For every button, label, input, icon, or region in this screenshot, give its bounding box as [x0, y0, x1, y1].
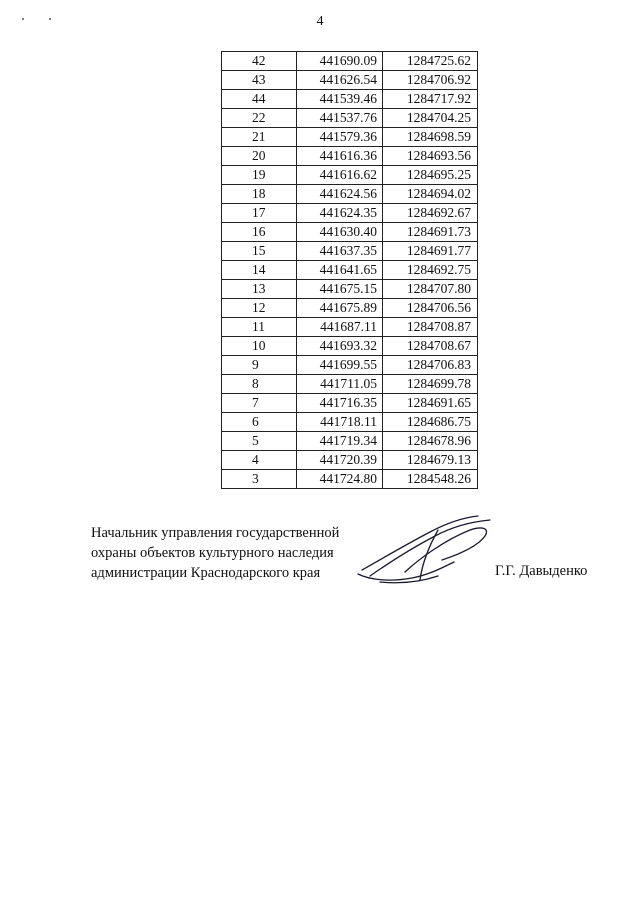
table-row [222, 451, 478, 470]
table-row [222, 375, 478, 394]
y-coordinate-cell: 1284717.92 [383, 90, 478, 109]
x-coordinate-cell: 441624.56 [297, 185, 383, 204]
x-coordinate-cell: 441630.40 [297, 223, 383, 242]
table-row [222, 318, 478, 337]
page-number: 4 [316, 14, 324, 29]
y-coordinate-cell: 1284692.67 [383, 204, 478, 223]
point-number-cell: 17 [222, 204, 297, 223]
x-coordinate-cell: 441711.05 [297, 375, 383, 394]
point-number-cell: 14 [222, 261, 297, 280]
point-number-cell: 5 [222, 432, 297, 451]
y-coordinate-cell: 1284691.65 [383, 394, 478, 413]
point-number-cell: 16 [222, 223, 297, 242]
x-coordinate-cell: 441537.76 [297, 109, 383, 128]
x-coordinate-cell: 441641.65 [297, 261, 383, 280]
coordinates-table-body [222, 52, 478, 489]
table-row [222, 470, 478, 489]
table-row [222, 52, 478, 71]
point-number-cell: 19 [222, 166, 297, 185]
x-coordinate-cell: 441720.39 [297, 451, 383, 470]
y-coordinate-cell: 1284686.75 [383, 413, 478, 432]
y-coordinate-cell: 1284708.67 [383, 337, 478, 356]
point-number-cell: 12 [222, 299, 297, 318]
point-number-cell: 7 [222, 394, 297, 413]
table-row [222, 337, 478, 356]
y-coordinate-cell: 1284707.80 [383, 280, 478, 299]
point-number-cell: 20 [222, 147, 297, 166]
table-row [222, 261, 478, 280]
table-row [222, 128, 478, 147]
x-coordinate-cell: 441716.35 [297, 394, 383, 413]
point-number-cell: 11 [222, 318, 297, 337]
point-number-cell: 3 [222, 470, 297, 489]
y-coordinate-cell: 1284691.73 [383, 223, 478, 242]
x-coordinate-cell: 441693.32 [297, 337, 383, 356]
y-coordinate-cell: 1284698.59 [383, 128, 478, 147]
table-row [222, 242, 478, 261]
x-coordinate-cell: 441724.80 [297, 470, 383, 489]
x-coordinate-cell: 441699.55 [297, 356, 383, 375]
x-coordinate-cell: 441637.35 [297, 242, 383, 261]
y-coordinate-cell: 1284694.02 [383, 185, 478, 204]
x-coordinate-cell: 441626.54 [297, 71, 383, 90]
x-coordinate-cell: 441616.36 [297, 147, 383, 166]
table-row [222, 432, 478, 451]
signatory-title-line-1: Начальник управления государственной [91, 525, 340, 541]
y-coordinate-cell: 1284692.75 [383, 261, 478, 280]
table-row [222, 185, 478, 204]
table-row [222, 356, 478, 375]
y-coordinate-cell: 1284706.92 [383, 71, 478, 90]
table-row [222, 280, 478, 299]
point-number-cell: 13 [222, 280, 297, 299]
handwritten-signature [350, 510, 500, 590]
y-coordinate-cell: 1284695.25 [383, 166, 478, 185]
x-coordinate-cell: 441690.09 [297, 52, 383, 71]
x-coordinate-cell: 441616.62 [297, 166, 383, 185]
y-coordinate-cell: 1284548.26 [383, 470, 478, 489]
point-number-cell: 42 [222, 52, 297, 71]
point-number-cell: 6 [222, 413, 297, 432]
coordinates-table [221, 51, 478, 489]
y-coordinate-cell: 1284678.96 [383, 432, 478, 451]
y-coordinate-cell: 1284699.78 [383, 375, 478, 394]
table-row [222, 90, 478, 109]
point-number-cell: 43 [222, 71, 297, 90]
point-number-cell: 15 [222, 242, 297, 261]
point-number-cell: 4 [222, 451, 297, 470]
y-coordinate-cell: 1284706.56 [383, 299, 478, 318]
table-row [222, 413, 478, 432]
y-coordinate-cell: 1284704.25 [383, 109, 478, 128]
x-coordinate-cell: 441719.34 [297, 432, 383, 451]
y-coordinate-cell: 1284693.56 [383, 147, 478, 166]
signer-name: Г.Г. Давыденко [495, 563, 588, 579]
x-coordinate-cell: 441718.11 [297, 413, 383, 432]
y-coordinate-cell: 1284691.77 [383, 242, 478, 261]
point-number-cell: 44 [222, 90, 297, 109]
table-row [222, 299, 478, 318]
signatory-title-line-2: охраны объектов культурного наследия [91, 545, 334, 561]
x-coordinate-cell: 441675.15 [297, 280, 383, 299]
x-coordinate-cell: 441675.89 [297, 299, 383, 318]
table-row [222, 166, 478, 185]
table-row [222, 223, 478, 242]
point-number-cell: 9 [222, 356, 297, 375]
signatory-title-line-3: администрации Краснодарского края [91, 565, 321, 581]
x-coordinate-cell: 441687.11 [297, 318, 383, 337]
point-number-cell: 22 [222, 109, 297, 128]
table-row [222, 71, 478, 90]
y-coordinate-cell: 1284706.83 [383, 356, 478, 375]
y-coordinate-cell: 1284725.62 [383, 52, 478, 71]
point-number-cell: 8 [222, 375, 297, 394]
table-row [222, 394, 478, 413]
point-number-cell: 18 [222, 185, 297, 204]
x-coordinate-cell: 441624.35 [297, 204, 383, 223]
signature-block [91, 523, 339, 583]
y-coordinate-cell: 1284679.13 [383, 451, 478, 470]
point-number-cell: 10 [222, 337, 297, 356]
x-coordinate-cell: 441539.46 [297, 90, 383, 109]
y-coordinate-cell: 1284708.87 [383, 318, 478, 337]
x-coordinate-cell: 441579.36 [297, 128, 383, 147]
table-row [222, 109, 478, 128]
table-row [222, 204, 478, 223]
table-row [222, 147, 478, 166]
point-number-cell: 21 [222, 128, 297, 147]
